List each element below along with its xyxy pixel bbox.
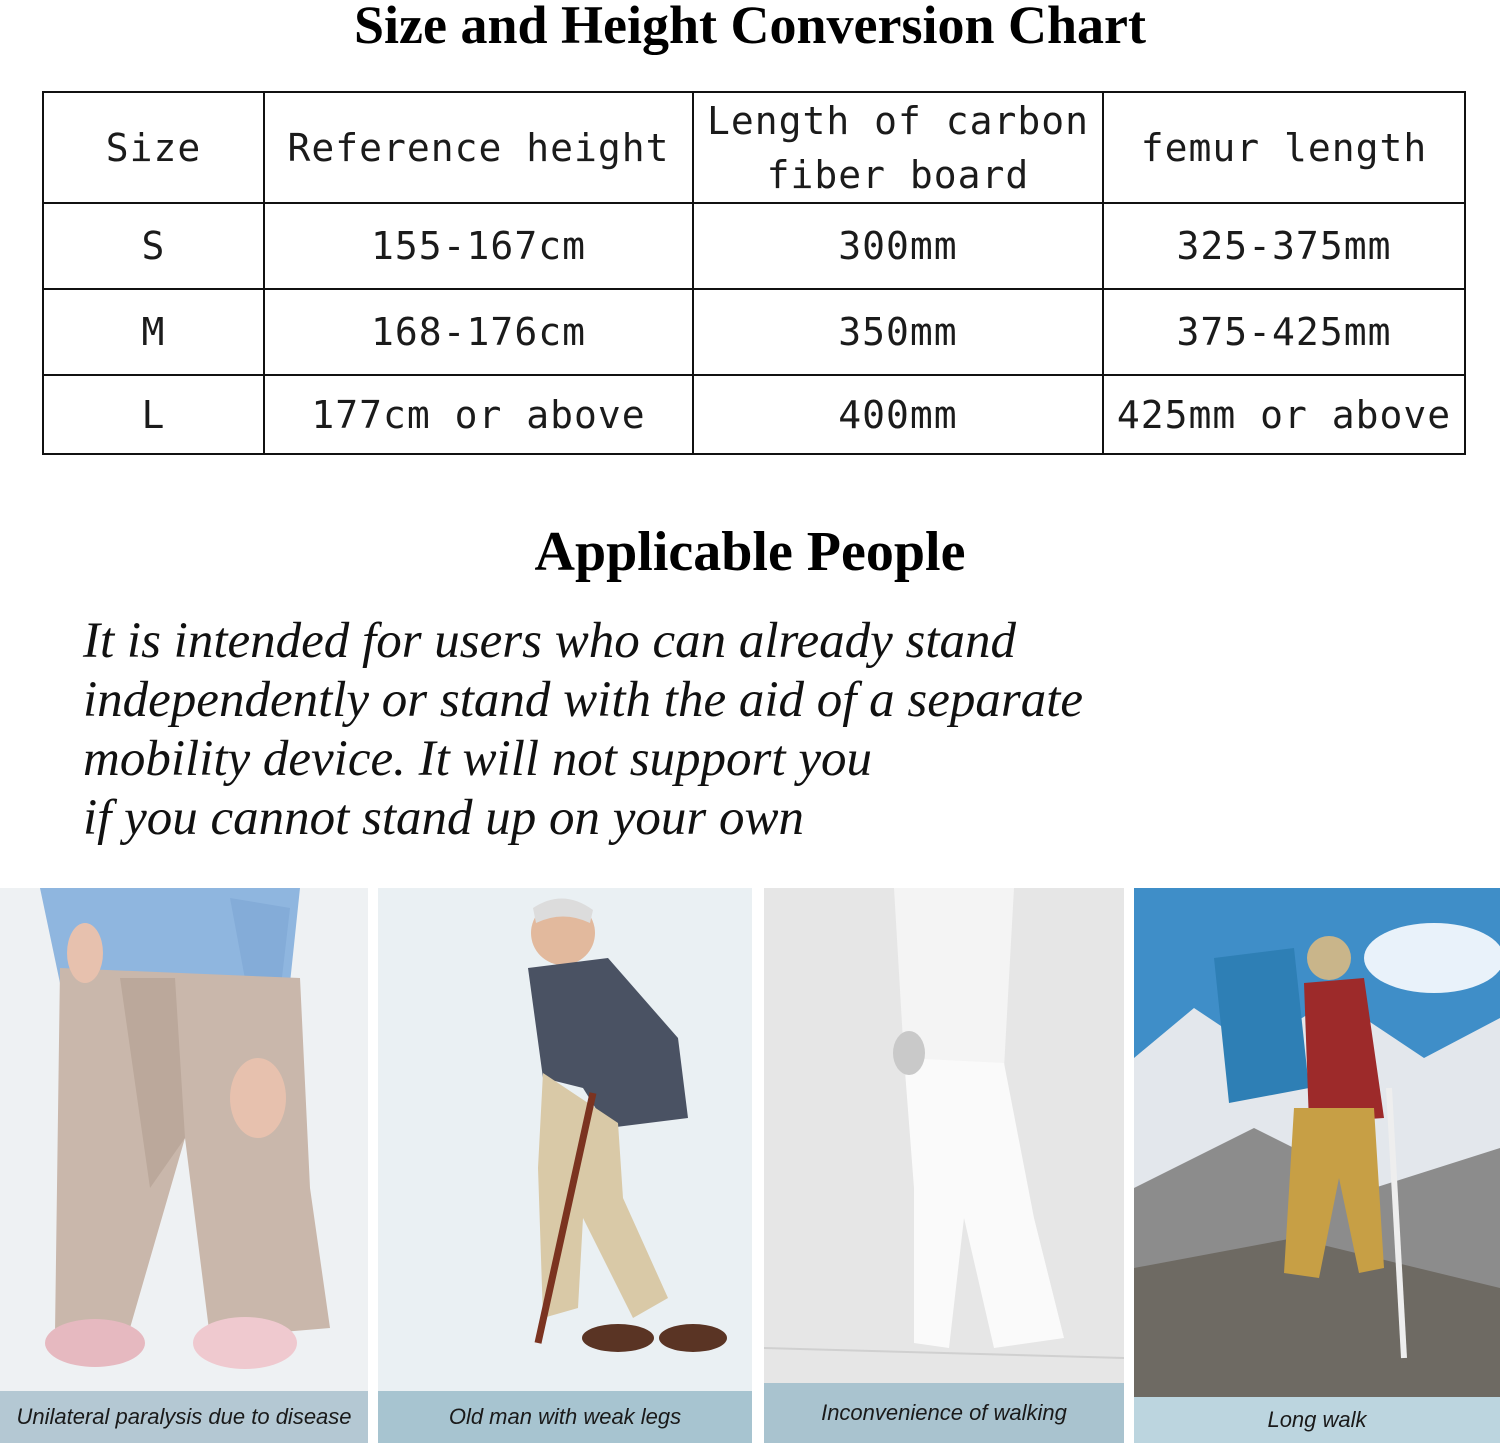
description-line: if you cannot stand up on your own: [83, 790, 805, 846]
table-header-row: [43, 92, 1465, 203]
applicable-people-description: [83, 612, 1383, 848]
person-in-white-walking-illustration: [764, 888, 1124, 1443]
header-carbon-board-length: Length of carbon fiber board: [693, 92, 1103, 203]
cell-size: L: [43, 375, 264, 454]
table-row: [43, 375, 1465, 454]
old-man-with-cane-illustration: [378, 888, 752, 1443]
caption: Old man with weak legs: [378, 1391, 752, 1443]
description-line: It is intended for users who can already stand: [83, 613, 1017, 669]
applicable-people-heading: Applicable People: [534, 521, 966, 583]
photo-panel-walking: [764, 888, 1124, 1443]
cell-reference-height: 177cm or above: [264, 375, 693, 454]
caption: Long walk: [1134, 1397, 1500, 1443]
cell-carbon-board-length: 400mm: [693, 375, 1103, 454]
caption: Inconvenience of walking: [764, 1383, 1124, 1443]
table-row: [43, 203, 1465, 289]
description-line: mobility device. It will not support you: [83, 731, 872, 787]
caption: Unilateral paralysis due to disease: [0, 1391, 368, 1443]
woman-holding-knee-illustration: [0, 888, 368, 1443]
cell-femur-length: 375-425mm: [1103, 289, 1465, 375]
header-size: Size: [43, 92, 264, 203]
cell-reference-height: 168-176cm: [264, 289, 693, 375]
description-line: independently or stand with the aid of a separate: [83, 672, 1084, 728]
table-row: [43, 289, 1465, 375]
size-conversion-table: [42, 91, 1466, 455]
header-reference-height: Reference height: [264, 92, 693, 203]
hiker-with-backpack-illustration: [1134, 888, 1500, 1443]
photo-panel-paralysis: [0, 888, 368, 1443]
cell-carbon-board-length: 300mm: [693, 203, 1103, 289]
photo-panel-old-man: [378, 888, 752, 1443]
cell-carbon-board-length: 350mm: [693, 289, 1103, 375]
photo-panel-hiker: [1134, 888, 1500, 1443]
cell-reference-height: 155-167cm: [264, 203, 693, 289]
cell-femur-length: 425mm or above: [1103, 375, 1465, 454]
header-femur-length: femur length: [1103, 92, 1465, 203]
cell-femur-length: 325-375mm: [1103, 203, 1465, 289]
cell-size: M: [43, 289, 264, 375]
cell-size: S: [43, 203, 264, 289]
chart-title: Size and Height Conversion Chart: [353, 0, 1147, 55]
